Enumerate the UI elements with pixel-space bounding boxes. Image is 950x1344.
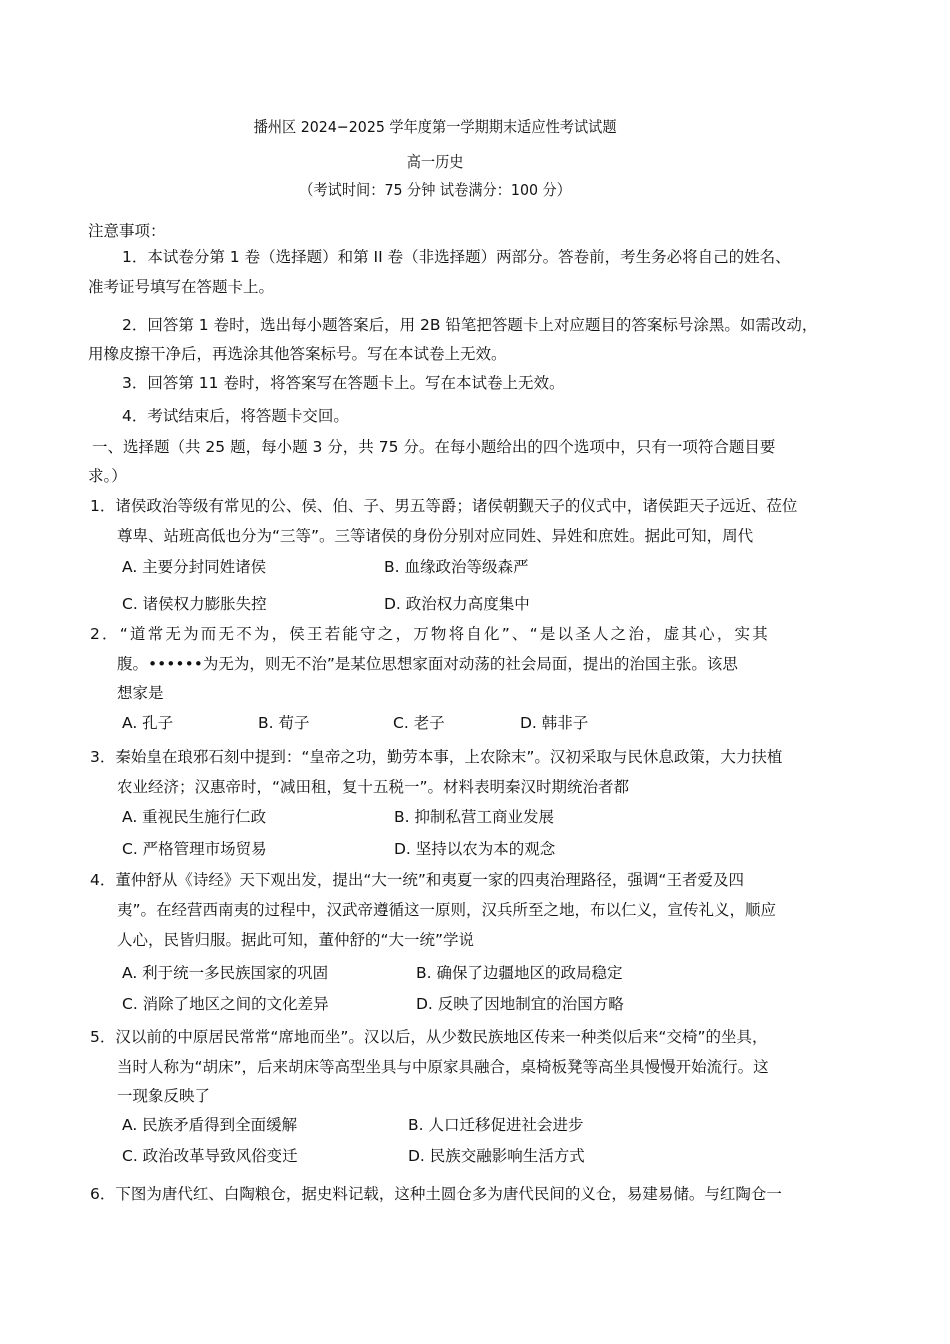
question-2-text: 2．“道常无为而无不为，侯王若能守之，万物将自化”、“是以圣人之治，虚其心，实其 — [90, 625, 770, 643]
q5-option-b[interactable]: B. 人口迁移促进社会进步 — [408, 1116, 584, 1134]
notice-item: 2．回答第 1 卷时，选出每小题答案后，用 2B 铅笔把答题卡上对应题目的答案标号涂黑。如需改动， — [122, 316, 818, 334]
question-2-text: 想家是 — [117, 684, 164, 702]
section-heading-cont: 求。） — [88, 467, 127, 485]
q2-option-a[interactable]: A. 孔子 — [122, 714, 174, 732]
q3-option-d[interactable]: D. 坚持以农为本的观念 — [394, 840, 556, 858]
exam-title: 播州区 2024−2025 学年度第一学期期末适应性考试试题 — [253, 118, 617, 136]
question-5-text: 当时人称为“胡床”，后来胡床等高型坐具与中原家具融合，桌椅板凳等高坐具慢慢开始流行。这 — [117, 1058, 769, 1076]
question-3-text: 农业经济；汉惠帝时，“减田租，复十五税一”。材料表明秦汉时期统治者都 — [117, 778, 630, 796]
q1-option-d[interactable]: D. 政治权力高度集中 — [384, 595, 530, 613]
q3-option-b[interactable]: B. 抑制私营工商业发展 — [394, 808, 554, 826]
notice-item: 准考证号填写在答题卡上。 — [88, 278, 275, 296]
notice-item: 1．本试卷分第 1 卷（选择题）和第 II 卷（非选择题）两部分。答卷前，考生务必将自己的姓名、 — [122, 248, 791, 266]
question-4-text: 人心，民皆归服。据此可知，董仲舒的“大一统”学说 — [117, 931, 475, 949]
exam-subject: 高一历史 — [406, 153, 464, 171]
q3-option-c[interactable]: C. 严格管理市场贸易 — [122, 840, 267, 858]
question-2-text: 腹。••••••为无为，则无不治”是某位思想家面对动荡的社会局面，提出的治国主张。该思 — [117, 655, 738, 673]
notice-item: 用橡皮擦干净后，再选涂其他答案标号。写在本试卷上无效。 — [88, 345, 507, 363]
q1-option-a[interactable]: A. 主要分封同姓诸侯 — [122, 558, 267, 576]
q4-option-d[interactable]: D. 反映了因地制宜的治国方略 — [416, 995, 624, 1013]
question-5-text: 一现象反映了 — [117, 1087, 211, 1105]
q4-option-c[interactable]: C. 消除了地区之间的文化差异 — [122, 995, 329, 1013]
q4-option-b[interactable]: B. 确保了边疆地区的政局稳定 — [416, 964, 623, 982]
q2-option-b[interactable]: B. 荀子 — [258, 714, 310, 732]
question-1-text: 1．诸侯政治等级有常见的公、侯、伯、子、男五等爵；诸侯朝觐天子的仪式中，诸侯距天子远近、莅位 — [90, 497, 798, 515]
q3-option-a[interactable]: A. 重视民生施行仁政 — [122, 808, 267, 826]
question-6-text: 6．下图为唐代红、白陶粮仓，据史料记载，这种土圆仓多为唐代民间的义仓，易建易储。与红陶仓一 — [90, 1185, 782, 1203]
q2-option-d[interactable]: D. 韩非子 — [520, 714, 589, 732]
question-3-text: 3．秦始皇在琅邪石刻中提到：“皇帝之功，勤劳本事，上农除末”。汉初采取与民休息政策，大力扶植 — [90, 748, 783, 766]
q1-option-b[interactable]: B. 血缘政治等级森严 — [384, 558, 529, 576]
question-4-text: 夷”。在经营西南夷的过程中，汉武帝遵循这一原则，汉兵所至之地，布以仁义，宣传礼义，顺应 — [117, 901, 777, 919]
notice-heading: 注意事项： — [88, 222, 166, 240]
section-heading: 一、选择题（共 25 题，每小题 3 分，共 75 分。在每小题给出的四个选项中，只有一项符合题目要 — [92, 438, 776, 456]
question-1-text: 尊卑、站班高低也分为“三等”。三等诸侯的身份分别对应同姓、异姓和庶姓。据此可知，周代 — [117, 527, 754, 545]
q5-option-c[interactable]: C. 政治改革导致风俗变迁 — [122, 1147, 298, 1165]
q5-option-d[interactable]: D. 民族交融影响生活方式 — [408, 1147, 585, 1165]
question-5-text: 5．汉以前的中原居民常常“席地而坐”。汉以后，从少数民族地区传来一种类似后来“交椅”的坐具， — [90, 1028, 768, 1046]
question-4-text: 4．董仲舒从《诗经》天下观出发，提出“大一统”和夷夏一家的四夷治理路径，强调“王者爱及四 — [90, 871, 744, 889]
notice-item: 3．回答第 11 卷时，将答案写在答题卡上。写在本试卷上无效。 — [122, 374, 565, 392]
notice-item: 4．考试结束后，将答题卡交回。 — [122, 407, 349, 425]
exam-info: （考试时间：75 分钟 试卷满分：100 分） — [299, 181, 571, 199]
q4-option-a[interactable]: A. 利于统一多民族国家的巩固 — [122, 964, 329, 982]
q2-option-c[interactable]: C. 老子 — [393, 714, 445, 732]
q1-option-c[interactable]: C. 诸侯权力膨胀失控 — [122, 595, 267, 613]
q5-option-a[interactable]: A. 民族矛盾得到全面缓解 — [122, 1116, 298, 1134]
